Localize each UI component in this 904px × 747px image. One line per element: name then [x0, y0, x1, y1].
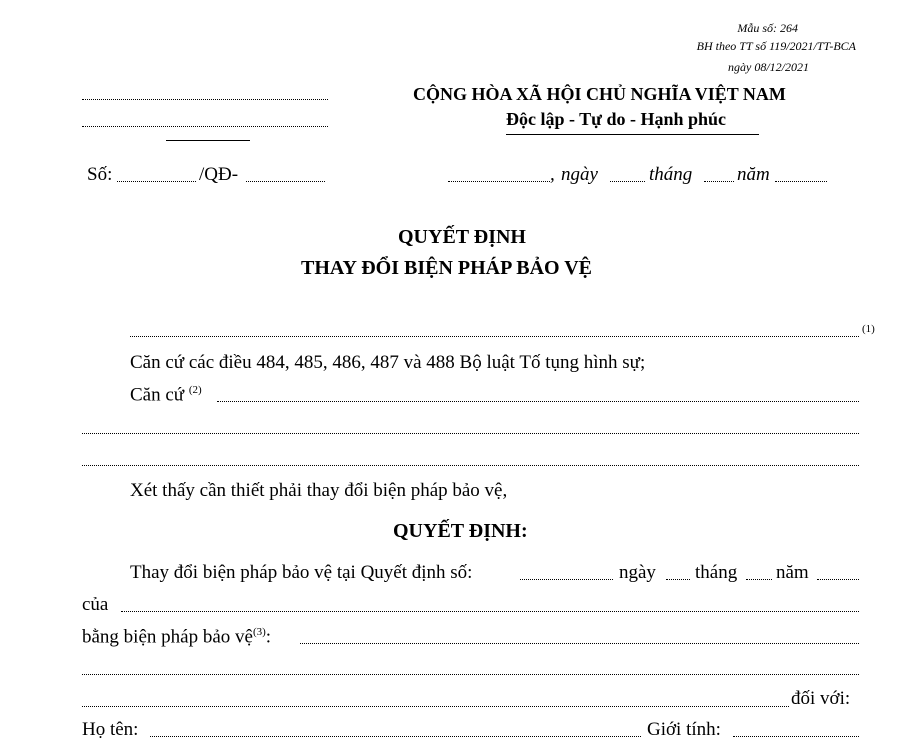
qd-label: /QĐ-	[199, 164, 239, 185]
basis-line-2-note: (2)	[188, 384, 202, 396]
motto-underline	[506, 134, 759, 135]
measure-colon: :	[265, 626, 272, 648]
decision-year-label: năm	[776, 562, 809, 583]
date-comma: ,	[550, 164, 555, 185]
measure-label	[82, 626, 271, 648]
nation-title: CỘNG HÒA XÃ HỘI CHỦ NGHĨA VIỆT NAM	[413, 84, 786, 104]
agency-line-1[interactable]	[82, 99, 328, 100]
gender-label: Giới tính:	[647, 719, 721, 740]
qd-suffix-field[interactable]	[246, 181, 325, 182]
name-label: Họ tên:	[82, 719, 139, 740]
authority-field[interactable]	[130, 336, 859, 337]
for-field[interactable]	[82, 706, 789, 707]
measure-label-text: bằng biện pháp bảo vệ	[82, 626, 253, 648]
of-label: của	[82, 594, 109, 615]
consideration: Xét thấy cần thiết phải thay đổi biện pháp bảo vệ,	[130, 480, 508, 501]
form-issued-by: BH theo TT số 119/2021/TT-BCA	[696, 39, 856, 53]
decision-number-field[interactable]	[520, 579, 613, 580]
form-number: Mẫu số: 264	[737, 21, 798, 35]
motto: Độc lập - Tự do - Hạnh phúc	[506, 109, 727, 129]
agency-line-2[interactable]	[82, 126, 328, 127]
decision-month-field[interactable]	[746, 579, 772, 580]
measure-field-2[interactable]	[82, 674, 859, 675]
year-label: năm	[737, 164, 770, 185]
basis-field-3[interactable]	[82, 465, 859, 466]
change-text: Thay đổi biện pháp bảo vệ tại Quyết định số:	[130, 562, 473, 583]
document-title: QUYẾT ĐỊNH	[398, 226, 526, 248]
decision-year-field[interactable]	[817, 579, 859, 580]
day-field[interactable]	[610, 181, 645, 182]
measure-field-1[interactable]	[300, 643, 859, 644]
basis-line-1: Căn cứ các điều 484, 485, 486, 487 và 488 Bộ luật Tố tụng hình sự;	[130, 352, 646, 373]
name-field[interactable]	[150, 736, 641, 737]
basis-field-1[interactable]	[217, 401, 859, 402]
form-issued-date: ngày 08/12/2021	[728, 60, 809, 74]
year-field[interactable]	[775, 181, 827, 182]
agency-underline	[166, 140, 250, 141]
day-label: ngày	[561, 164, 598, 185]
decision-heading: QUYẾT ĐỊNH:	[393, 520, 528, 542]
decision-day-field[interactable]	[666, 579, 690, 580]
of-field[interactable]	[121, 611, 859, 612]
authority-note: (1)	[862, 323, 875, 335]
basis-field-2[interactable]	[82, 433, 859, 434]
decision-day-label: ngày	[619, 562, 656, 583]
so-field[interactable]	[117, 181, 196, 182]
for-label: đối với:	[791, 688, 851, 709]
month-label: tháng	[649, 164, 693, 185]
month-field[interactable]	[704, 181, 734, 182]
document-subtitle: THAY ĐỔI BIỆN PHÁP BẢO VỆ	[301, 257, 592, 279]
measure-note: (3)	[252, 626, 266, 638]
basis-line-2	[130, 384, 202, 406]
place-field[interactable]	[448, 181, 550, 182]
gender-field[interactable]	[733, 736, 859, 737]
decision-month-label: tháng	[695, 562, 738, 583]
basis-line-2-label: Căn cứ	[130, 384, 185, 406]
so-label: Số:	[87, 164, 113, 185]
